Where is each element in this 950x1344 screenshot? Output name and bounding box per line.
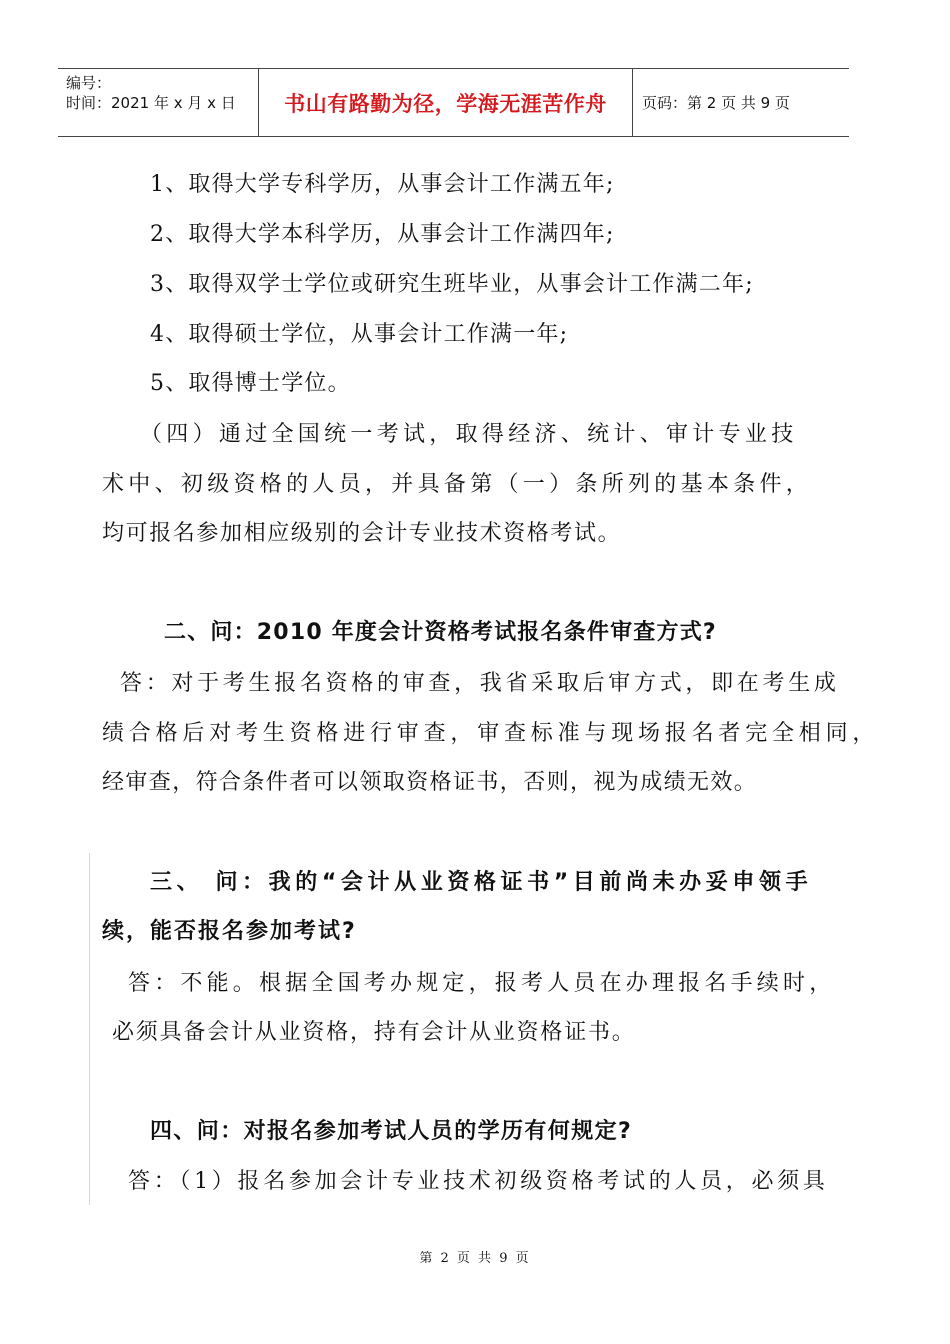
document-number-label: 编号： xyxy=(66,74,112,92)
page-header xyxy=(58,68,849,137)
header-meta xyxy=(58,69,259,136)
list-item: 4、取得硕士学位，从事会计工作满一年; xyxy=(150,322,569,347)
list-item: 2、取得大学本科学历，从事会计工作满四年; xyxy=(150,222,615,247)
paragraph-line: （四）通过全国统一考试，取得经济、统计、审计专业技 xyxy=(140,422,798,447)
answer-line: 经审查，符合条件者可以领取资格证书，否则，视为成绩无效。 xyxy=(102,770,758,795)
header-page-label: 页码：第 2 页 共 9 页 xyxy=(642,94,790,112)
question-heading: 四、问：对报名参加考试人员的学历有何规定? xyxy=(150,1119,633,1144)
margin-rule xyxy=(89,853,90,1205)
list-item: 3、取得双学士学位或研究生班毕业，从事会计工作满二年; xyxy=(150,272,754,297)
paragraph-line: 术中、初级资格的人员，并具备第（一）条所列的基本条件， xyxy=(102,472,813,497)
answer-line: 绩合格后对考生资格进行审查，审查标准与现场报名者完全相同， xyxy=(102,721,880,746)
header-motto: 书山有路勤为径，学海无涯苦作舟 xyxy=(259,69,633,136)
question-heading: 续，能否报名参加考试? xyxy=(102,919,357,944)
question-heading: 二、问：2010 年度会计资格考试报名条件审查方式? xyxy=(164,620,717,645)
answer-line: 必须具备会计从业资格，持有会计从业资格证书。 xyxy=(112,1020,636,1045)
answer-line: 答：（1）报名参加会计专业技术初级资格考试的人员，必须具 xyxy=(128,1169,829,1194)
answer-line: 答：不能。根据全国考办规定，报考人员在办理报名手续时， xyxy=(128,971,836,996)
question-heading: 三、 问：我的“会计从业资格证书”目前尚未办妥申领手 xyxy=(150,870,813,895)
list-item: 1、取得大学专科学历，从事会计工作满五年; xyxy=(150,172,615,197)
list-item: 5、取得博士学位。 xyxy=(150,371,351,396)
paragraph-line: 均可报名参加相应级别的会计专业技术资格考试。 xyxy=(102,521,622,546)
answer-line: 答：对于考生报名资格的审查，我省采取后审方式，即在考生成 xyxy=(120,671,840,696)
page-footer: 第 2 页 共 9 页 xyxy=(419,1251,531,1266)
document-time-label: 时间：2021 年 x 月 x 日 xyxy=(66,94,236,112)
